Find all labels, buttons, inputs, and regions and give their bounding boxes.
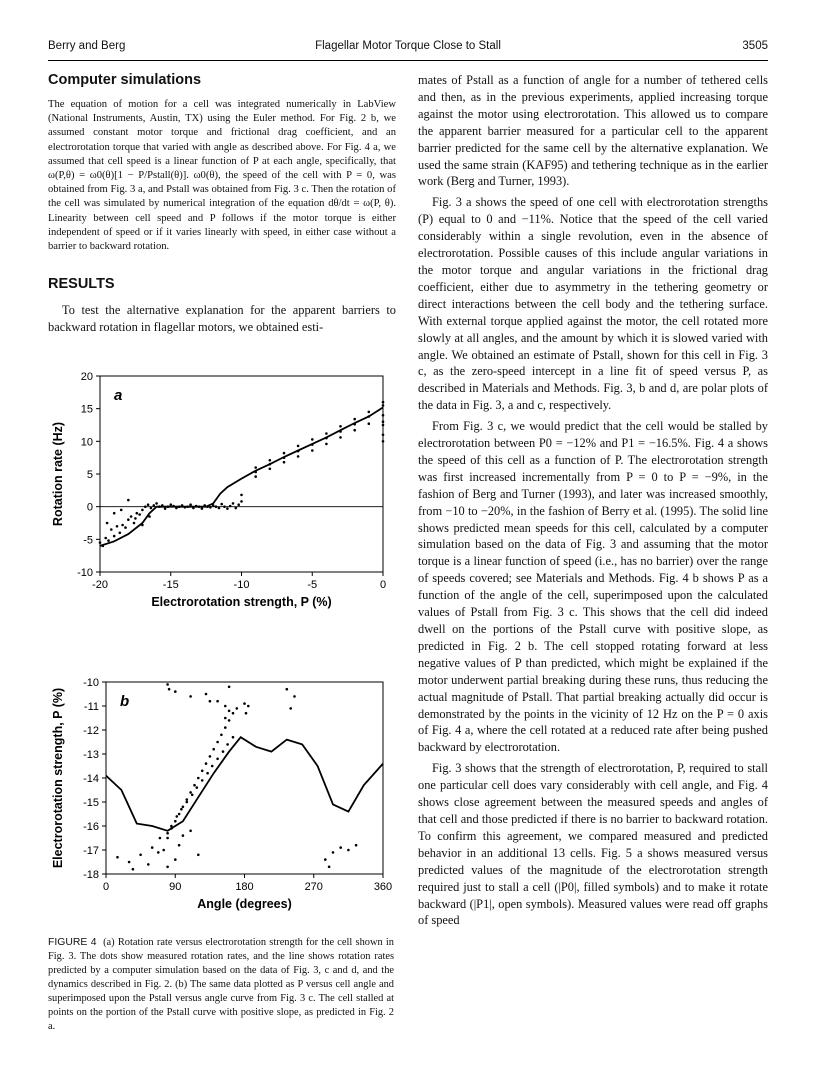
data-point — [158, 505, 161, 508]
x-tick-label: -15 — [162, 579, 179, 591]
data-point — [353, 423, 356, 426]
data-point — [176, 815, 179, 818]
data-point — [113, 535, 116, 538]
data-point — [184, 506, 187, 509]
panel-letter: a — [114, 387, 123, 404]
data-point — [324, 858, 327, 861]
data-point — [289, 707, 292, 710]
data-point — [128, 861, 131, 864]
data-point — [339, 430, 342, 433]
data-point — [212, 504, 215, 507]
data-point — [116, 856, 119, 859]
data-point — [178, 844, 181, 847]
data-point — [206, 505, 209, 508]
data-point — [164, 507, 167, 510]
data-point — [209, 700, 212, 703]
data-point — [205, 762, 208, 765]
data-point — [311, 438, 314, 441]
x-tick-label: 0 — [102, 881, 110, 893]
data-point — [189, 503, 192, 506]
y-tick-label: 10 — [80, 436, 93, 449]
data-point — [235, 507, 238, 510]
data-point — [107, 539, 110, 542]
data-point — [120, 509, 123, 512]
data-point — [368, 411, 371, 414]
data-point — [195, 505, 198, 508]
data-point — [325, 443, 328, 446]
data-point — [240, 500, 243, 503]
figure-4a-chart — [48, 370, 398, 620]
data-point — [141, 509, 144, 512]
data-point — [139, 854, 142, 857]
y-tick-label: -18 — [83, 869, 99, 881]
data-point — [339, 846, 342, 849]
results-paragraph: To test the alternative explanation for the apparent barriers to backward rotation in flagellar motors, we obtained esti- — [48, 303, 396, 335]
data-point — [130, 515, 133, 518]
data-point — [382, 440, 385, 443]
data-point — [127, 518, 130, 521]
data-point — [382, 424, 385, 427]
data-point — [245, 712, 248, 715]
data-point — [174, 690, 177, 693]
data-point — [138, 513, 141, 516]
data-point — [203, 504, 206, 507]
data-point — [215, 505, 218, 508]
data-point — [311, 449, 314, 452]
data-point — [382, 420, 385, 423]
data-point — [144, 505, 147, 508]
y-tick-label: 0 — [86, 501, 93, 514]
header-rule — [48, 60, 768, 61]
data-point — [353, 418, 356, 421]
data-point — [147, 863, 150, 866]
y-axis-label: Rotation rate (Hz) — [51, 421, 65, 527]
data-point — [325, 437, 328, 440]
data-point — [269, 459, 272, 462]
running-header — [48, 40, 768, 58]
data-point — [211, 765, 214, 768]
data-point — [339, 436, 342, 439]
data-point — [243, 702, 246, 705]
x-axis-label: Angle (degrees) — [197, 897, 292, 911]
data-point — [193, 784, 196, 787]
data-point — [151, 846, 154, 849]
data-point — [150, 507, 153, 510]
data-point — [170, 827, 173, 830]
x-tick-label: 360 — [373, 881, 393, 893]
data-point — [141, 524, 144, 527]
data-point — [254, 471, 257, 474]
data-point — [224, 726, 227, 729]
data-point — [236, 707, 239, 710]
y-tick-label: -5 — [83, 534, 93, 547]
data-point — [220, 503, 223, 506]
data-point — [269, 463, 272, 466]
data-point — [196, 786, 199, 789]
data-point — [198, 505, 201, 508]
panel-letter: b — [120, 693, 130, 710]
data-point — [159, 837, 162, 840]
data-point — [192, 507, 195, 510]
caption-label: FIGURE 4 — [48, 937, 97, 948]
y-tick-label: 20 — [80, 371, 93, 383]
data-point — [133, 522, 136, 525]
data-point — [178, 505, 181, 508]
data-point — [229, 505, 232, 508]
header-authors: Berry and Berg — [48, 40, 126, 52]
data-point — [311, 443, 314, 446]
data-point — [382, 434, 385, 437]
section-title-results: RESULTS — [48, 276, 115, 293]
data-point — [186, 798, 189, 801]
data-point — [247, 705, 250, 708]
data-point — [124, 526, 127, 529]
data-point — [240, 494, 243, 497]
data-point — [134, 517, 137, 520]
data-point — [283, 452, 286, 455]
data-point — [201, 507, 204, 510]
data-point — [286, 688, 289, 691]
data-point — [104, 537, 107, 540]
data-point — [218, 507, 221, 510]
data-point — [172, 505, 175, 508]
data-point — [216, 741, 219, 744]
data-point — [222, 750, 225, 753]
data-point — [161, 504, 164, 507]
data-point — [368, 415, 371, 418]
data-point — [155, 502, 158, 505]
data-point — [191, 794, 194, 797]
figure-caption — [48, 936, 394, 1034]
y-tick-label: 15 — [80, 403, 93, 416]
data-point — [224, 717, 227, 720]
data-point — [166, 837, 169, 840]
data-point — [166, 866, 169, 869]
y-tick-label: -12 — [83, 725, 99, 737]
data-point — [283, 456, 286, 459]
data-point — [216, 700, 219, 703]
data-point — [216, 758, 219, 761]
data-point — [212, 748, 215, 751]
data-point — [353, 429, 356, 432]
data-point — [175, 507, 178, 510]
data-point — [127, 499, 130, 502]
data-point — [382, 401, 385, 404]
data-point — [147, 503, 150, 506]
right-paragraph-4: Fig. 3 shows that the strength of electrorotation, P, required to stall one particular cell does vary considerably with cell angle, and Fig. 4 shows close agreement between the measured speeds and angles of that cell and those predicted if there is no barrier to backward rotation. To confirm this agreement, we compared measured and predicted behavior in an additional 13 cells. Fig. 5 a shows measured versus predicted values of the magnitude of the electrorotation strength required just to stall a cell (|P0|, filled symbols) and to make it rotate backward (|P1|, open symbols). Measured values were read off graphs of speed — [418, 761, 768, 928]
data-point — [224, 705, 227, 708]
x-tick-label: 270 — [304, 881, 323, 893]
data-point — [119, 532, 122, 535]
data-point — [209, 506, 212, 509]
data-point — [332, 851, 335, 854]
data-point — [269, 468, 272, 471]
y-tick-label: -17 — [83, 845, 99, 857]
data-point — [228, 719, 231, 722]
data-point — [121, 524, 124, 527]
data-point — [170, 825, 173, 828]
data-point — [110, 528, 113, 531]
x-tick-label: 180 — [235, 881, 254, 893]
y-tick-label: -14 — [83, 773, 99, 785]
data-point — [237, 503, 240, 506]
data-point — [180, 808, 183, 811]
y-tick-label: -13 — [83, 749, 99, 761]
data-point — [232, 736, 235, 739]
data-point — [355, 844, 358, 847]
data-point — [283, 461, 286, 464]
header-title: Flagellar Motor Torque Close to Stall — [315, 40, 501, 52]
data-point — [166, 683, 169, 686]
figure-4b-chart — [48, 676, 398, 921]
data-point — [189, 791, 192, 794]
data-point — [189, 695, 192, 698]
data-point — [186, 505, 189, 508]
data-point — [153, 504, 156, 507]
data-point — [181, 504, 184, 507]
plot-frame — [100, 376, 383, 572]
data-point — [170, 503, 173, 506]
data-point — [186, 801, 189, 804]
data-point — [226, 507, 229, 510]
data-point — [197, 777, 200, 780]
header-page-number: 3505 — [742, 40, 768, 52]
data-point — [297, 455, 300, 458]
x-tick-label: 0 — [379, 579, 387, 591]
right-paragraph-3: From Fig. 3 c, we would predict that the cell would be stalled by electrorotation between P0 = −12% and P1 = −16.5%. Fig. 4 a shows the speed of this cell as a function of P. The electrorotation strength was first increased incrementally from P = 0 to P = −9%, in the fashion of Berg and Turner (1993), and later was increased smoothly, from −10 to −20%, in the fashion of Berry et al. (1995). The solid line shows predicted mean speeds for this cell, calculated by a computer simulation based on the data of Fig. 3 and assuming that the motor torque is a linear function of speed (i.e., has no barrier) over the range of speeds covered; see Materials and Methods. Fig. 4 b shows P as a function of the angle of the cell, superimposed upon the calculated values of Pstall from Fig. 3 c. This shows that the cell did indeed dwell on the portions of the Pstall curve with positive slope, as predicted in Fig. 2 b. The cell stopped rotating forward at less negative values of P than predicted, which might be explained if the motor underwent partial breaking during these runs, thus reducing the actual magnitude of Pstall. That partial breaking actually did occur is demonstrated by the points in the vicinity of 12 Hz on the P = 0 axis of Fig. 4 a, where the cell rotated at a reduced rate after being pushed backward by electrorotation. — [418, 419, 768, 755]
data-point — [254, 475, 257, 478]
data-point — [201, 770, 204, 773]
data-point — [254, 466, 257, 469]
y-tick-label: -11 — [83, 701, 99, 713]
data-point — [132, 868, 135, 871]
data-point — [297, 450, 300, 453]
x-axis-label: Electrorotation strength, P (%) — [151, 595, 332, 609]
x-tick-label: 90 — [169, 881, 182, 893]
data-point — [106, 522, 109, 525]
data-point — [168, 688, 171, 691]
data-point — [182, 806, 185, 809]
data-point — [297, 445, 300, 448]
data-point — [328, 866, 331, 869]
y-tick-label: -10 — [77, 567, 93, 579]
predicted-line — [106, 737, 383, 831]
right-paragraph-1: mates of Pstall as a function of angle for a number of tethered cells and then, as in the previous experiments, applied increasing torque against the motor using electrorotation. This allowed us to compare the apparent barrier measured for a particular cell to the apparent barrier predicted for the same cell by the alternative explanation. We used the same strain (KAF95) and tethering technique as in the earlier work (Berg and Turner, 1993). — [418, 73, 768, 189]
y-tick-label: 5 — [86, 469, 93, 481]
data-point — [113, 512, 116, 515]
right-column — [418, 72, 768, 929]
data-point — [382, 414, 385, 417]
data-point — [102, 545, 105, 548]
data-point — [368, 422, 371, 425]
data-point — [116, 525, 119, 528]
data-point — [293, 695, 296, 698]
right-paragraph-2: Fig. 3 a shows the speed of one cell with electrorotation strengths (P) equal to 0 and −11%. Notice that the speed of the cell varied considerably within a single revolution, even in the absence of electrorotation. Possible causes of this include angular variations in the motor torque and angular variations in the frictional drag coefficient, either due to asymmetry in the tethering geometry or direct interactions between the cell body and the tethering surface. With external torque applied against the motor, the cell rotated more slowly at all angles, and the amount by which it is slowed varied with angle. We obtained an estimate of Pstall, shown for this cell in Fig. 3 c, as the zero-speed intercept in a line fit of speed versus P, as described in Materials and Methods. Fig. 3, b and d, are polar plots of the data in Fig. 3, a and c, respectively. — [418, 195, 768, 413]
x-tick-label: -5 — [307, 579, 318, 591]
data-point — [167, 505, 170, 508]
data-point — [339, 425, 342, 428]
data-point — [347, 849, 350, 852]
data-point — [99, 541, 102, 544]
x-tick-label: -20 — [92, 579, 108, 591]
y-tick-label: -10 — [83, 677, 99, 689]
simulations-paragraph: The equation of motion for a cell was integrated numerically in LabView (National Instruments, Austin, TX) using the Euler method. For Fig. 2 b, we assumed constant motor torque and frictional drag coefficient, and an electrorotation torque that varied with angle as described above. For Fig. 4 a, we assumed that cell speed is a linear function of P at each angle, specifically, that ω(P,θ) = ω0(θ)[1 − P/Pstall(θ)]. ω0(θ), the speed of the cell with P = 0, was obtained from Fig. 3 a, and Pstall was obtained from Fig. 3 c. Then the rotation of the cell was simulated by numerical integration of the equation dθ/dt = ω(P, θ). Linearity between cell speed and P follows if the motor torque is either independent of speed or if it varies linearly with speed, in either case without a barrier to backward rotation. — [48, 99, 396, 253]
data-point — [220, 734, 223, 737]
plot-frame — [106, 682, 383, 874]
data-point — [206, 772, 209, 775]
data-point — [174, 858, 177, 861]
data-point — [189, 830, 192, 833]
data-point — [174, 820, 177, 823]
data-point — [197, 854, 200, 857]
data-point — [382, 404, 385, 407]
data-point — [232, 502, 235, 505]
data-point — [166, 832, 169, 835]
data-point — [178, 813, 181, 816]
y-axis-label: Electrorotation strength, P (%) — [51, 687, 65, 869]
data-point — [136, 512, 139, 515]
data-point — [162, 849, 165, 852]
data-point — [228, 710, 231, 713]
y-tick-label: -16 — [83, 821, 99, 833]
left-column-top — [48, 72, 396, 336]
section-title-simulations: Computer simulations — [48, 72, 202, 88]
data-point — [182, 834, 185, 837]
data-point — [205, 693, 208, 696]
data-point — [209, 755, 212, 758]
data-point — [148, 515, 151, 518]
x-tick-label: -10 — [233, 579, 250, 591]
data-point — [223, 505, 226, 508]
y-tick-label: -15 — [83, 797, 99, 809]
data-point — [325, 432, 328, 435]
data-point — [232, 712, 235, 715]
data-point — [228, 686, 231, 689]
data-point — [157, 851, 160, 854]
data-point — [226, 743, 229, 746]
caption-text: (a) Rotation rate versus electrorotation strength for the cell shown in Fig. 3. The dots show measured rotation rates, and the line shows rotation rates predicted by a computer simulation based on the data of Fig. 3, c and d, and the dynamics described in Fig. 2. (b) The same data plotted as P versus cell angle and superimposed upon the Pstall versus angle curve from Fig. 3 c. The cell stalled at points on the portion of the Pstall curve with positive slope, as predicted in Fig. 2 a. — [48, 937, 395, 1032]
data-point — [201, 779, 204, 782]
